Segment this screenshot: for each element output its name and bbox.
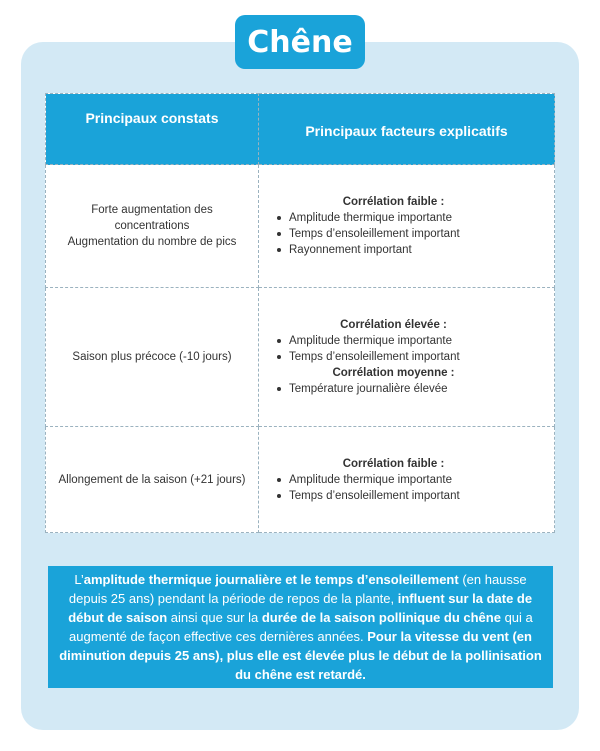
factor-item: Temps d’ensoleillement important: [275, 349, 540, 365]
facteur-cell: [259, 165, 555, 288]
factor-list: [275, 472, 540, 504]
correlation-label: Corrélation élevée :: [340, 319, 447, 331]
factor-item: Amplitude thermique importante: [275, 333, 540, 349]
header-constats: Principaux constats: [46, 94, 259, 165]
summary-text: L’: [74, 572, 84, 587]
summary-text: ainsi que sur la: [167, 610, 262, 625]
page-title: Chêne: [235, 15, 365, 69]
constat-line: Allongement de la saison (+21 jours): [58, 473, 246, 486]
constat-cell: [46, 288, 259, 427]
constat-cell: [46, 427, 259, 533]
facteur-cell: [259, 288, 555, 427]
facteur-cell: [259, 427, 555, 533]
table-header-row: [46, 94, 555, 165]
correlation-label: Corrélation faible :: [342, 457, 445, 470]
factor-item: Rayonnement important: [275, 242, 540, 258]
table-row: [46, 165, 555, 288]
facts-table: [45, 93, 555, 533]
table-row: [46, 427, 555, 533]
correlation-label: Corrélation moyenne :: [332, 367, 455, 379]
summary-emphasis: durée de la saison pollinique du chêne: [261, 610, 501, 625]
summary-emphasis: influent sur la date de début de saison: [68, 591, 533, 625]
table-row: [46, 288, 555, 427]
header-facteurs: Principaux facteurs explicatifs: [259, 94, 555, 165]
summary-text: qui a augmenté de façon effective ces dernières années.: [69, 610, 533, 644]
summary-emphasis: Pour la vitesse du vent (en diminution depuis 25 ans), plus elle est élevée plus le début de la pollinisation du chêne est retardé.: [59, 629, 542, 682]
factor-item: Amplitude thermique importante: [275, 472, 540, 488]
constat-line: Augmentation du nombre de pics: [67, 236, 237, 248]
summary-emphasis: amplitude thermique journalière et le temps d’ensoleillement: [83, 572, 459, 587]
factor-item: Amplitude thermique importante: [275, 210, 540, 226]
factor-list: [275, 210, 540, 258]
factor-item: Température journalière élevée: [275, 381, 540, 397]
factor-list: [275, 333, 540, 365]
correlation-label: Corrélation faible :: [342, 196, 445, 208]
factor-item: Temps d’ensoleillement important: [275, 488, 540, 504]
summary-text: (en hausse depuis 25 ans) pendant la période de repos de la plante,: [68, 572, 527, 606]
factor-item: Temps d’ensoleillement important: [275, 226, 540, 242]
constat-cell: [46, 165, 259, 288]
constat-line: Forte augmentation des concentrations: [91, 204, 213, 232]
summary-box: [48, 566, 553, 688]
factor-list: [275, 381, 540, 397]
constat-line: Saison plus précoce (-10 jours): [72, 351, 232, 363]
